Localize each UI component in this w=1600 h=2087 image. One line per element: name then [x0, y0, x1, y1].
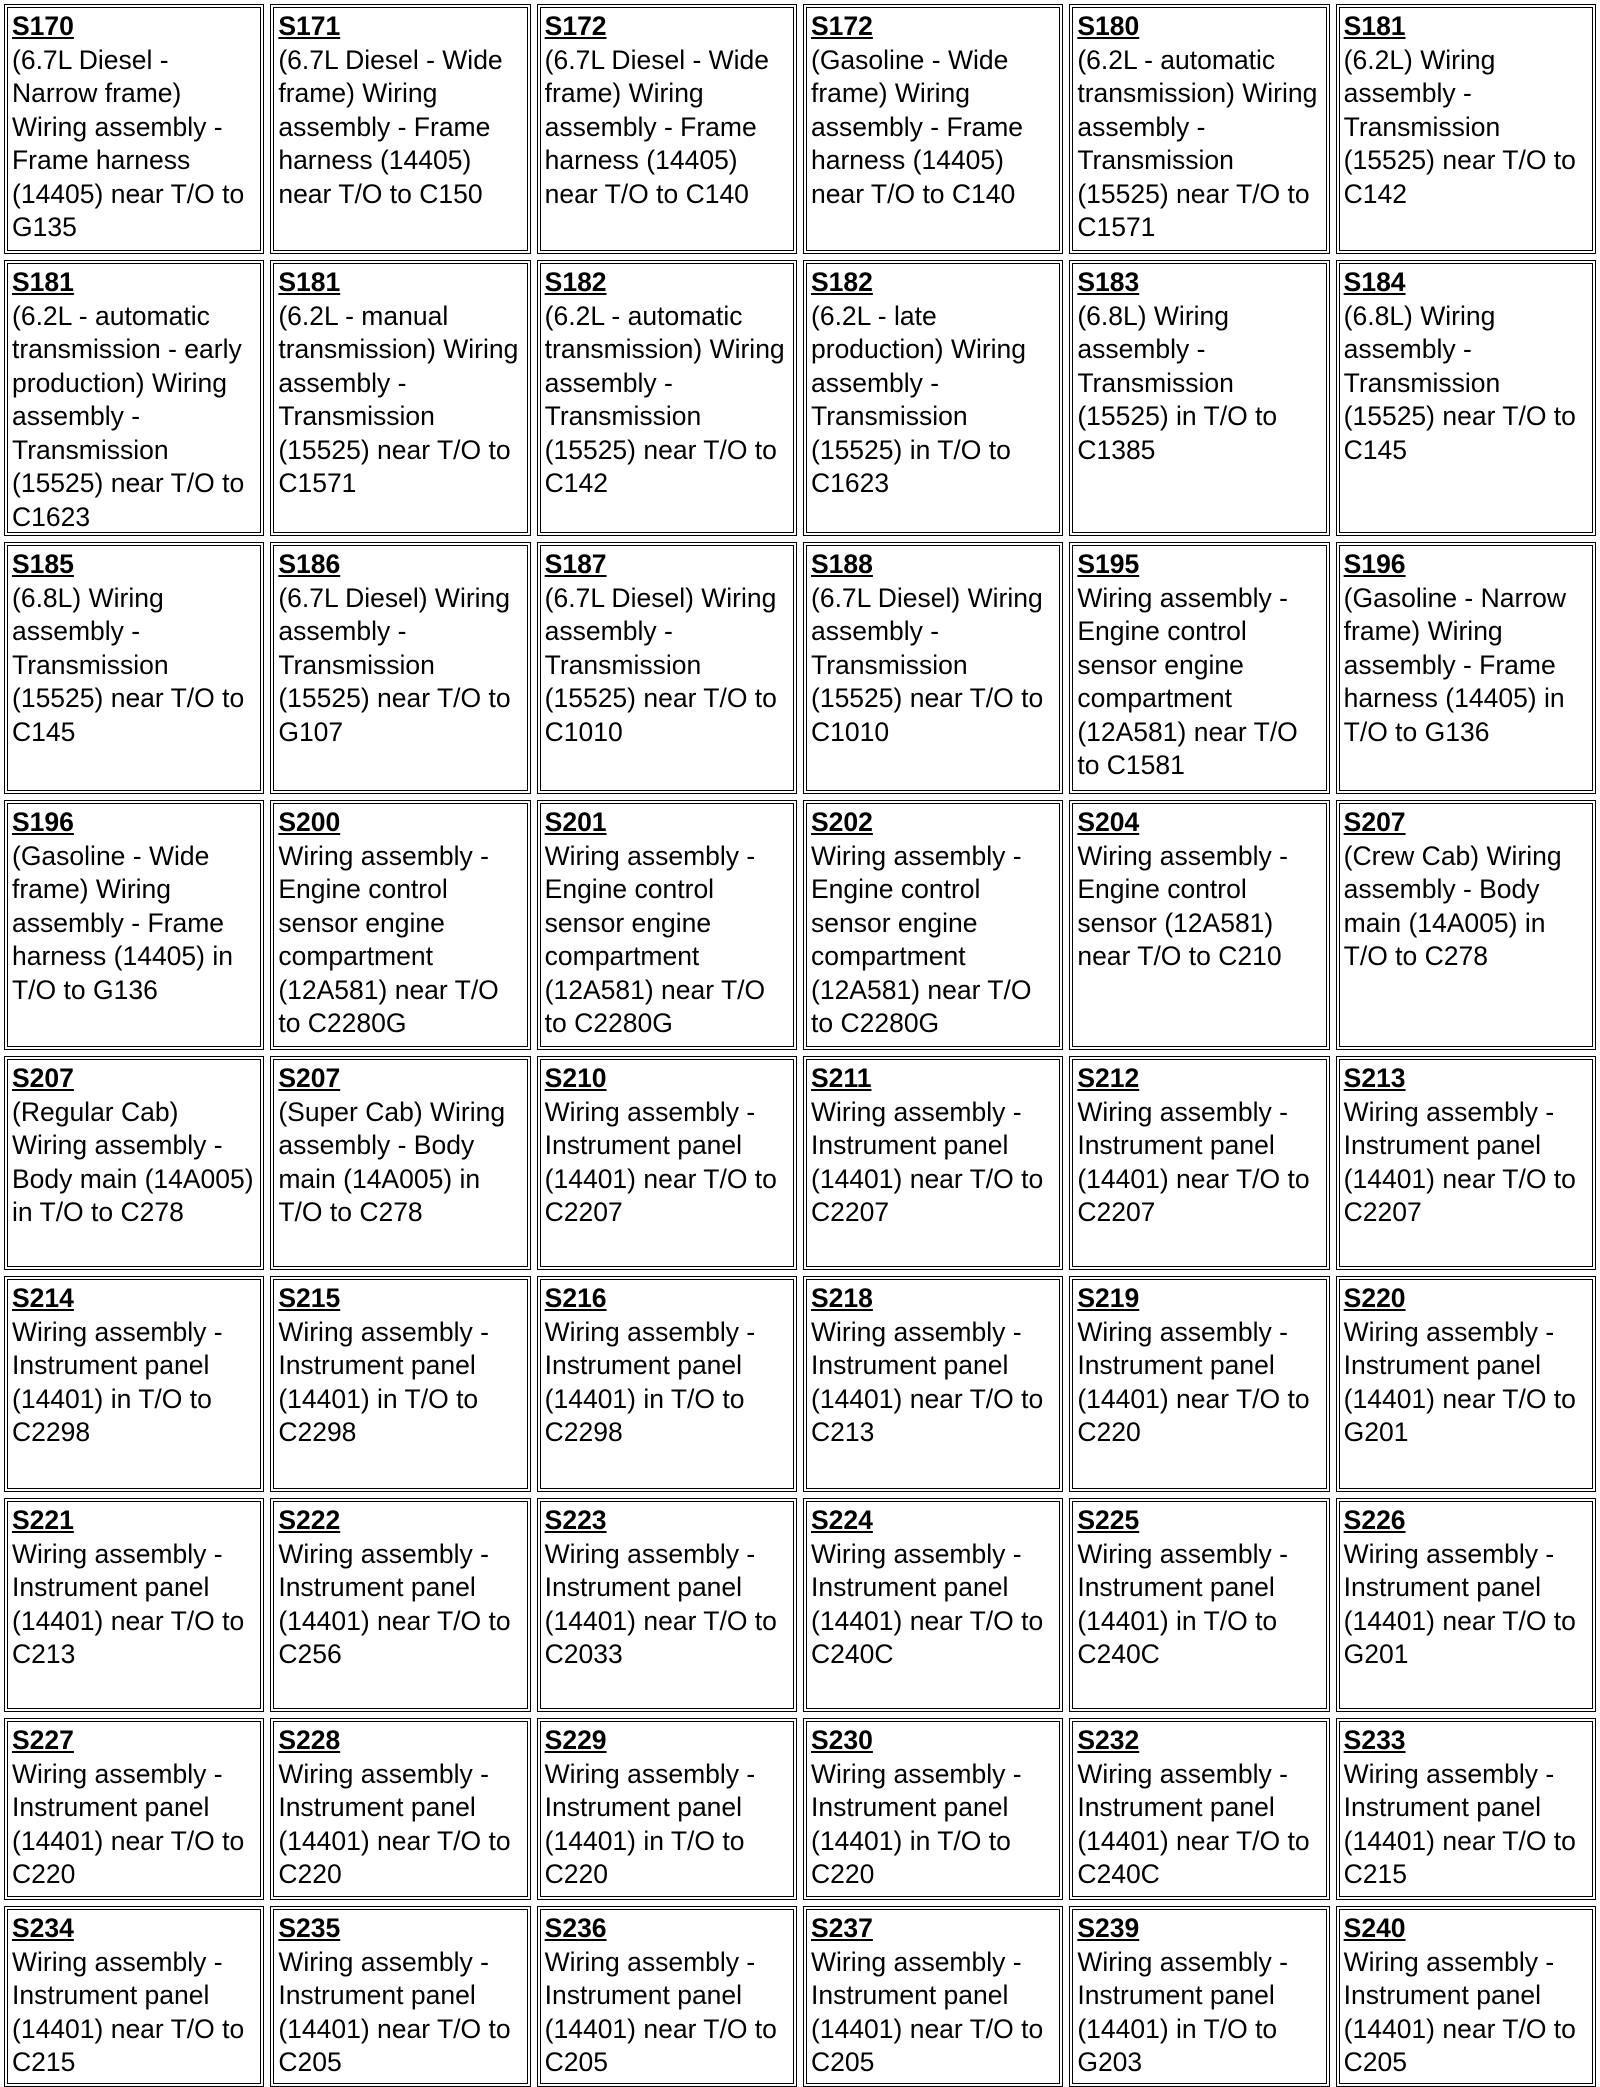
table-cell [1336, 1276, 1596, 1492]
splice-description: Wiring assembly - Instrument panel (14401) near T/O to C215 [12, 1946, 245, 2077]
splice-id: S207 [278, 1063, 341, 1093]
splice-description: (6.8L) Wiring assembly - Transmission (15525) in T/O to C1385 [1077, 300, 1278, 465]
splice-description: (6.7L Diesel - Wide frame) Wiring assembly - Frame harness (14405) near T/O to C140 [544, 44, 770, 209]
splice-id: S211 [811, 1063, 872, 1093]
splice-description: (Gasoline - Wide frame) Wiring assembly - Frame harness (14405) in T/O to G136 [12, 840, 233, 1005]
splice-id: S172 [811, 11, 873, 41]
splice-table [4, 4, 1596, 2077]
splice-id: S181 [12, 267, 74, 297]
splice-description: Wiring assembly - Instrument panel (14401) near T/O to C205 [278, 1946, 511, 2077]
splice-description: Wiring assembly - Instrument panel (14401) in T/O to C220 [811, 1758, 1022, 1889]
table-cell [270, 260, 530, 536]
splice-id: S225 [1077, 1505, 1140, 1535]
table-cell [4, 260, 264, 536]
splice-id: S188 [811, 549, 873, 579]
splice-description: (6.7L Diesel - Narrow frame) Wiring assembly - Frame harness (14405) near T/O to G135 [12, 44, 245, 242]
splice-description: Wiring assembly - Instrument panel (14401) near T/O to C215 [1343, 1758, 1576, 1889]
table-cell [1069, 1276, 1329, 1492]
splice-id: S236 [544, 1913, 607, 1943]
splice-id: S185 [12, 549, 74, 579]
table-cell [803, 800, 1063, 1050]
splice-description: (6.8L) Wiring assembly - Transmission (15525) near T/O to C145 [1343, 300, 1576, 465]
splice-id: S213 [1343, 1063, 1406, 1093]
splice-id: S200 [278, 807, 341, 837]
table-cell [270, 800, 530, 1050]
splice-id: S222 [278, 1505, 341, 1535]
splice-id: S182 [811, 267, 873, 297]
splice-id: S216 [544, 1283, 607, 1313]
table-cell [803, 1276, 1063, 1492]
splice-id: S204 [1077, 807, 1140, 837]
splice-id: S182 [544, 267, 607, 297]
splice-id: S180 [1077, 11, 1140, 41]
table-cell [537, 4, 797, 254]
splice-id: S207 [12, 1063, 74, 1093]
table-cell [537, 800, 797, 1050]
splice-description: (6.7L Diesel) Wiring assembly - Transmission (15525) near T/O to C1010 [811, 582, 1044, 747]
splice-description: Wiring assembly - Instrument panel (14401) in T/O to C220 [544, 1758, 756, 1889]
splice-id: S214 [12, 1283, 74, 1313]
table-cell [4, 1056, 264, 1270]
splice-id: S233 [1343, 1725, 1406, 1755]
splice-id: S171 [278, 11, 341, 41]
splice-description: Wiring assembly - Engine control sensor engine compartment (12A581) near T/O to C1581 [1077, 582, 1298, 780]
table-cell [270, 1906, 530, 2087]
table-cell [4, 1498, 264, 1712]
table-cell [270, 4, 530, 254]
splice-description: (Super Cab) Wiring assembly - Body main (14A005) in T/O to C278 [278, 1096, 506, 1227]
splice-id: S221 [12, 1505, 74, 1535]
table-cell [4, 1906, 264, 2087]
table-cell [537, 1718, 797, 1900]
splice-description: Wiring assembly - Instrument panel (14401) near T/O to C220 [1077, 1316, 1310, 1447]
table-cell [537, 260, 797, 536]
splice-id: S224 [811, 1505, 873, 1535]
table-cell [270, 1718, 530, 1900]
splice-id: S196 [12, 807, 74, 837]
splice-id: S170 [12, 11, 74, 41]
splice-description: Wiring assembly - Instrument panel (14401) near T/O to C240C [1077, 1758, 1310, 1889]
table-cell [1069, 1498, 1329, 1712]
splice-id: S181 [1343, 11, 1406, 41]
splice-description: Wiring assembly - Instrument panel (14401) in T/O to C240C [1077, 1538, 1288, 1669]
splice-id: S223 [544, 1505, 607, 1535]
splice-id: S210 [544, 1063, 607, 1093]
table-cell [803, 1056, 1063, 1270]
splice-description: Wiring assembly - Instrument panel (14401) near T/O to C205 [1343, 1946, 1576, 2077]
table-cell [1336, 260, 1596, 536]
splice-description: (Crew Cab) Wiring assembly - Body main (14A005) in T/O to C278 [1343, 840, 1562, 971]
table-cell [270, 1056, 530, 1270]
splice-id: S237 [811, 1913, 873, 1943]
splice-id: S212 [1077, 1063, 1140, 1093]
table-cell [537, 1276, 797, 1492]
splice-id: S230 [811, 1725, 873, 1755]
table-cell [270, 1498, 530, 1712]
splice-description: Wiring assembly - Instrument panel (14401) in T/O to C2298 [544, 1316, 756, 1447]
table-cell [4, 1276, 264, 1492]
splice-description: Wiring assembly - Instrument panel (14401) near T/O to C2207 [1343, 1096, 1576, 1227]
table-cell [537, 1906, 797, 2087]
splice-description: Wiring assembly - Instrument panel (14401) near T/O to C205 [811, 1946, 1044, 2077]
splice-description: Wiring assembly - Instrument panel (14401) in T/O to C2298 [12, 1316, 223, 1447]
splice-id: S218 [811, 1283, 873, 1313]
splice-description: Wiring assembly - Instrument panel (14401) near T/O to C2207 [811, 1096, 1044, 1227]
splice-id: S184 [1343, 267, 1406, 297]
table-cell [1336, 4, 1596, 254]
splice-id: S186 [278, 549, 341, 579]
splice-id: S228 [278, 1725, 341, 1755]
table-cell [537, 1498, 797, 1712]
table-cell [803, 1498, 1063, 1712]
splice-description: Wiring assembly - Instrument panel (14401) near T/O to C240C [811, 1538, 1044, 1669]
splice-id: S234 [12, 1913, 74, 1943]
splice-id: S227 [12, 1725, 74, 1755]
splice-id: S195 [1077, 549, 1140, 579]
splice-id: S215 [278, 1283, 341, 1313]
splice-description: Wiring assembly - Instrument panel (14401) near T/O to C220 [12, 1758, 245, 1889]
splice-id: S207 [1343, 807, 1406, 837]
table-cell [1336, 1498, 1596, 1712]
table-cell [537, 1056, 797, 1270]
table-cell [1336, 1906, 1596, 2087]
splice-description: Wiring assembly - Engine control sensor engine compartment (12A581) near T/O to C2280G [278, 840, 499, 1038]
splice-description: Wiring assembly - Instrument panel (14401) near T/O to C2207 [1077, 1096, 1310, 1227]
table-cell [537, 542, 797, 794]
splice-id: S220 [1343, 1283, 1406, 1313]
table-cell [1069, 800, 1329, 1050]
splice-description: Wiring assembly - Instrument panel (14401) near T/O to C213 [12, 1538, 245, 1669]
splice-description: Wiring assembly - Instrument panel (14401) near T/O to C2033 [544, 1538, 777, 1669]
table-cell [1336, 1718, 1596, 1900]
table-cell [1069, 1906, 1329, 2087]
splice-description: (6.2L - manual transmission) Wiring assembly - Transmission (15525) near T/O to C1571 [278, 300, 519, 498]
splice-id: S240 [1343, 1913, 1406, 1943]
splice-id: S181 [278, 267, 341, 297]
splice-description: Wiring assembly - Engine control sensor engine compartment (12A581) near T/O to C2280G [544, 840, 766, 1038]
splice-description: Wiring assembly - Instrument panel (14401) in T/O to C2298 [278, 1316, 489, 1447]
splice-description: (6.7L Diesel) Wiring assembly - Transmission (15525) near T/O to G107 [278, 582, 511, 747]
table-cell [270, 1276, 530, 1492]
table-cell [803, 1906, 1063, 2087]
table-cell [803, 260, 1063, 536]
splice-description: Wiring assembly - Instrument panel (14401) near T/O to G201 [1343, 1538, 1576, 1669]
table-cell [1069, 260, 1329, 536]
splice-id: S196 [1343, 549, 1406, 579]
table-cell [803, 1718, 1063, 1900]
splice-description: (6.2L - automatic transmission) Wiring assembly - Transmission (15525) near T/O to C1571 [1077, 44, 1318, 242]
splice-id: S201 [544, 807, 607, 837]
splice-description: (Gasoline - Narrow frame) Wiring assembly - Frame harness (14405) in T/O to G136 [1343, 582, 1567, 747]
splice-description: Wiring assembly - Instrument panel (14401) near T/O to C220 [278, 1758, 511, 1889]
splice-id: S235 [278, 1913, 341, 1943]
splice-id: S232 [1077, 1725, 1140, 1755]
table-cell [803, 542, 1063, 794]
splice-description: Wiring assembly - Instrument panel (14401) near T/O to C205 [544, 1946, 777, 2077]
splice-description: (6.2L - automatic transmission) Wiring assembly - Transmission (15525) near T/O to C142 [544, 300, 785, 498]
splice-description: (6.2L - late production) Wiring assembly - Transmission (15525) in T/O to C1623 [811, 300, 1027, 498]
splice-id: S172 [544, 11, 607, 41]
splice-id: S239 [1077, 1913, 1140, 1943]
splice-description: Wiring assembly - Instrument panel (14401) near T/O to G201 [1343, 1316, 1576, 1447]
splice-description: (6.7L Diesel) Wiring assembly - Transmission (15525) near T/O to C1010 [544, 582, 777, 747]
table-cell [1069, 1056, 1329, 1270]
table-cell [803, 4, 1063, 254]
table-cell [1069, 542, 1329, 794]
table-cell [270, 542, 530, 794]
splice-id: S183 [1077, 267, 1140, 297]
splice-description: Wiring assembly - Instrument panel (14401) in T/O to G203 [1077, 1946, 1288, 2077]
table-cell [4, 542, 264, 794]
splice-id: S202 [811, 807, 873, 837]
table-cell [1336, 542, 1596, 794]
splice-id: S229 [544, 1725, 607, 1755]
splice-id: S187 [544, 549, 607, 579]
splice-description: Wiring assembly - Engine control sensor engine compartment (12A581) near T/O to C2280G [811, 840, 1032, 1038]
splice-description: (6.8L) Wiring assembly - Transmission (15525) near T/O to C145 [12, 582, 245, 747]
table-cell [1069, 4, 1329, 254]
splice-id: S226 [1343, 1505, 1406, 1535]
splice-id: S219 [1077, 1283, 1140, 1313]
table-cell [4, 4, 264, 254]
splice-description: Wiring assembly - Instrument panel (14401) near T/O to C213 [811, 1316, 1044, 1447]
splice-description: Wiring assembly - Instrument panel (14401) near T/O to C256 [278, 1538, 511, 1669]
splice-description: Wiring assembly - Engine control sensor (12A581) near T/O to C210 [1077, 840, 1288, 971]
table-cell [1069, 1718, 1329, 1900]
table-cell [1336, 800, 1596, 1050]
splice-description: (6.7L Diesel - Wide frame) Wiring assembly - Frame harness (14405) near T/O to C150 [278, 44, 503, 209]
table-cell [1336, 1056, 1596, 1270]
splice-description: Wiring assembly - Instrument panel (14401) near T/O to C2207 [544, 1096, 777, 1227]
table-cell [4, 800, 264, 1050]
splice-description: (Gasoline - Wide frame) Wiring assembly - Frame harness (14405) near T/O to C140 [811, 44, 1024, 209]
splice-description: (Regular Cab) Wiring assembly - Body main (14A005) in T/O to C278 [12, 1096, 254, 1227]
splice-description: (6.2L) Wiring assembly - Transmission (15525) near T/O to C142 [1343, 44, 1576, 209]
table-cell [4, 1718, 264, 1900]
splice-description: (6.2L - automatic transmission - early production) Wiring assembly - Transmission (15525) near T/O to C1623 [12, 300, 245, 532]
